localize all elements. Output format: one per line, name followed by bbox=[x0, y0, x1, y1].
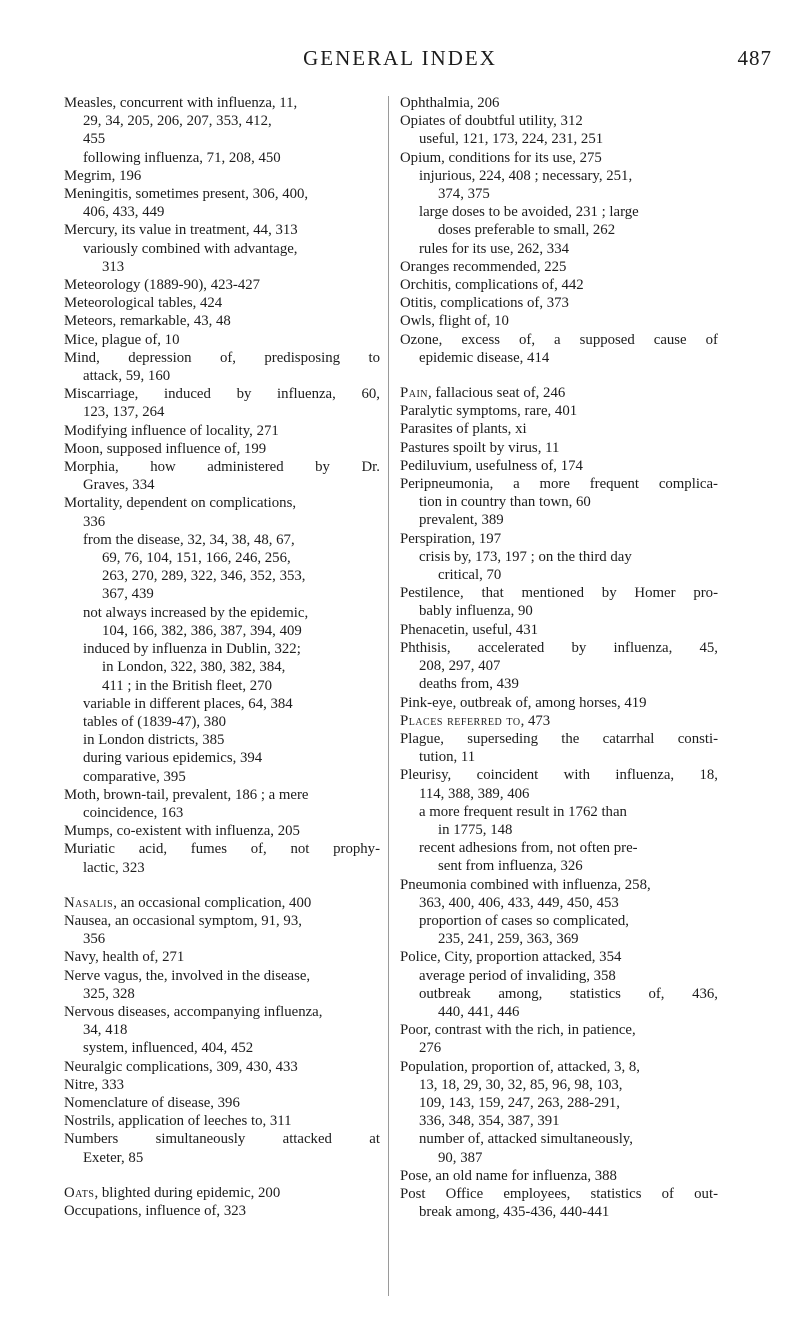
index-entry bbox=[64, 312, 380, 330]
index-entry bbox=[64, 349, 380, 385]
index-entry bbox=[400, 621, 718, 639]
index-entry bbox=[400, 457, 718, 475]
index-entry bbox=[64, 494, 380, 530]
index-entry-continuation: 411 ; in the British fleet, 270 bbox=[102, 677, 273, 694]
index-entry-continuation: 440, 441, 446 bbox=[438, 1003, 520, 1020]
index-entry-continuation: 276 bbox=[419, 1040, 442, 1057]
index-entry-continuation: tion in country than town, 60 bbox=[419, 494, 591, 511]
index-entry-line: Parasites of plants, xi bbox=[400, 421, 527, 438]
index-entry bbox=[400, 240, 718, 258]
index-entry bbox=[400, 712, 718, 730]
index-entry bbox=[400, 1058, 718, 1131]
index-entry-line: not always increased by the epidemic, bbox=[83, 604, 309, 621]
index-entry-continuation: 325, 328 bbox=[83, 985, 135, 1002]
index-entry bbox=[64, 695, 380, 713]
index-entry-line: system, influenced, 404, 452 bbox=[83, 1040, 254, 1057]
index-column-right bbox=[400, 94, 718, 1221]
index-entry bbox=[64, 731, 380, 749]
headword-small-caps: Nasalis bbox=[64, 894, 114, 911]
index-entry-line: Opium, conditions for its use, 275 bbox=[400, 149, 602, 166]
index-entry bbox=[64, 221, 380, 239]
index-entry bbox=[400, 876, 718, 912]
index-entry bbox=[64, 531, 380, 604]
index-entry-line: Pain, fallacious seat of, 246 bbox=[400, 385, 566, 402]
index-entry-line: Mercury, its value in treatment, 44, 313 bbox=[64, 222, 298, 239]
index-entry-continuation: doses preferable to small, 262 bbox=[438, 222, 616, 239]
index-entry-continuation: 69, 76, 104, 151, 166, 246, 256, bbox=[102, 550, 291, 567]
index-entry-line: Perspiration, 197 bbox=[400, 530, 502, 547]
index-entry-line: Modifying influence of locality, 271 bbox=[64, 422, 279, 439]
index-entry-line: variable in different places, 64, 384 bbox=[83, 695, 293, 712]
index-entry bbox=[400, 294, 718, 312]
headword-small-caps: Pain bbox=[400, 385, 429, 402]
index-entry-line: Places referred to, 473 bbox=[400, 712, 551, 729]
index-entry bbox=[64, 713, 380, 731]
index-entry-line: Pneumonia combined with influenza, 258, bbox=[400, 876, 651, 893]
index-entry bbox=[400, 1130, 718, 1166]
index-entry-continuation: epidemic disease, 414 bbox=[419, 349, 550, 366]
index-entry-line: Meteorological tables, 424 bbox=[64, 295, 223, 312]
index-entry-continuation: 34, 418 bbox=[83, 1022, 128, 1039]
index-entry-line: from the disease, 32, 34, 38, 48, 67, bbox=[83, 531, 295, 548]
index-entry bbox=[400, 967, 718, 985]
index-entry-line: Oats, blighted during epidemic, 200 bbox=[64, 1184, 281, 1201]
index-entry-line: following influenza, 71, 208, 450 bbox=[83, 149, 281, 166]
index-entry bbox=[64, 94, 380, 149]
index-entry-continuation: Graves, 334 bbox=[83, 477, 155, 494]
index-entry-line: Pediluvium, usefulness of, 174 bbox=[400, 457, 583, 474]
index-entry bbox=[64, 640, 380, 695]
index-entry-line: Numbers simultaneously attacked at bbox=[64, 1131, 380, 1148]
index-entry bbox=[400, 948, 718, 966]
index-entry-line: Pleurisy, coincident with influenza, 18, bbox=[400, 767, 718, 784]
index-entry-continuation: in London, 322, 380, 382, 384, bbox=[102, 659, 286, 676]
index-entry-continuation: 123, 137, 264 bbox=[83, 404, 165, 421]
index-entry-continuation: 109, 143, 159, 247, 263, 288-291, bbox=[419, 1094, 620, 1111]
index-entry bbox=[64, 1094, 380, 1112]
index-entry-line: induced by influenza in Dublin, 322; bbox=[83, 641, 301, 658]
index-entry-line: large doses to be avoided, 231 ; large bbox=[419, 204, 639, 221]
index-entry bbox=[400, 331, 718, 367]
index-entry bbox=[64, 822, 380, 840]
index-entry-line: Ophthalmia, 206 bbox=[400, 95, 500, 111]
index-entry-line: Pastures spoilt by virus, 11 bbox=[400, 439, 560, 456]
index-entry-line: Occupations, influence of, 323 bbox=[64, 1202, 247, 1219]
index-entry-continuation: in 1775, 148 bbox=[438, 821, 513, 838]
index-entry bbox=[64, 440, 380, 458]
index-entry-line: Pestilence, that mentioned by Homer pro- bbox=[400, 585, 718, 602]
index-entry-line: recent adhesions from, not often pre- bbox=[419, 840, 638, 857]
index-entry bbox=[64, 768, 380, 786]
index-entry-line: Population, proportion of, attacked, 3, 8, bbox=[400, 1058, 640, 1075]
index-entry-line: average period of invaliding, 358 bbox=[419, 967, 616, 984]
index-entry bbox=[400, 258, 718, 276]
index-entry bbox=[400, 130, 718, 148]
index-entry-line: Owls, flight of, 10 bbox=[400, 313, 509, 330]
index-entry-line: Mortality, dependent on complications, bbox=[64, 495, 297, 512]
index-entry bbox=[64, 840, 380, 876]
index-entry-line: Megrim, 196 bbox=[64, 167, 142, 184]
index-entry-line: Otitis, complications of, 373 bbox=[400, 295, 569, 312]
index-entry bbox=[400, 1167, 718, 1185]
index-entry bbox=[64, 1202, 380, 1220]
index-entry bbox=[64, 276, 380, 294]
index-entry-continuation: 114, 388, 389, 406 bbox=[419, 785, 530, 802]
index-column-left bbox=[64, 94, 380, 1220]
index-entry bbox=[64, 1076, 380, 1094]
index-entry bbox=[64, 948, 380, 966]
index-entry bbox=[64, 167, 380, 185]
index-entry-continuation: 13, 18, 29, 30, 32, 85, 96, 98, 103, bbox=[419, 1076, 623, 1093]
index-entry bbox=[400, 203, 718, 239]
index-entry bbox=[400, 402, 718, 420]
index-entry bbox=[400, 94, 718, 112]
index-entry-line: Paralytic symptoms, rare, 401 bbox=[400, 403, 578, 420]
index-entry bbox=[400, 167, 718, 203]
index-entry-line: Navy, health of, 271 bbox=[64, 949, 185, 966]
index-entry bbox=[64, 1184, 380, 1202]
index-entry bbox=[400, 475, 718, 511]
index-entry bbox=[400, 439, 718, 457]
index-entry bbox=[400, 511, 718, 529]
index-entry-line: Police, City, proportion attacked, 354 bbox=[400, 949, 622, 966]
index-entry-line: Nitre, 333 bbox=[64, 1076, 124, 1093]
index-entry-line: Measles, concurrent with influenza, 11, bbox=[64, 95, 298, 111]
index-entry bbox=[64, 185, 380, 221]
index-entry-line: proportion of cases so complicated, bbox=[419, 912, 629, 929]
index-entry bbox=[64, 458, 380, 494]
index-entry-line: Neuralgic complications, 309, 430, 433 bbox=[64, 1058, 298, 1075]
index-entry bbox=[64, 912, 380, 948]
index-entry bbox=[400, 276, 718, 294]
index-entry-line: Moth, brown-tail, prevalent, 186 ; a mere bbox=[64, 786, 309, 803]
letter-section-gap bbox=[64, 877, 380, 894]
index-entry-continuation: bably influenza, 90 bbox=[419, 603, 533, 620]
index-entry bbox=[400, 530, 718, 548]
index-entry-line: Nervous diseases, accompanying influenza, bbox=[64, 1003, 323, 1020]
index-entry-line: Meningitis, sometimes present, 306, 400, bbox=[64, 186, 309, 203]
index-entry bbox=[64, 786, 380, 822]
index-entry bbox=[400, 112, 718, 130]
index-entry bbox=[64, 1112, 380, 1130]
index-entry-continuation: 336, 348, 354, 387, 391 bbox=[419, 1113, 560, 1130]
index-entry-line: Nasalis, an occasional complication, 400 bbox=[64, 894, 312, 911]
index-entry-line: Orchitis, complications of, 442 bbox=[400, 277, 584, 294]
index-entry-continuation: 313 bbox=[102, 258, 125, 275]
index-entry-line: Moon, supposed influence of, 199 bbox=[64, 440, 267, 457]
index-entry bbox=[400, 803, 718, 839]
index-entry bbox=[64, 749, 380, 767]
index-entry-line: Meteorology (1889-90), 423-427 bbox=[64, 277, 261, 294]
index-entry-continuation: critical, 70 bbox=[438, 567, 502, 584]
index-entry-continuation: 235, 241, 259, 363, 369 bbox=[438, 931, 579, 948]
index-entry-line: Peripneumonia, a more frequent complica- bbox=[400, 476, 718, 493]
index-entry-continuation: coincidence, 163 bbox=[83, 804, 184, 821]
index-entry bbox=[400, 149, 718, 167]
index-entry-line: Meteors, remarkable, 43, 48 bbox=[64, 313, 231, 330]
index-entry bbox=[64, 294, 380, 312]
index-entry-continuation: 406, 433, 449 bbox=[83, 204, 165, 221]
index-entry bbox=[64, 385, 380, 421]
index-entry-continuation: 29, 34, 205, 206, 207, 353, 412, bbox=[83, 113, 272, 130]
index-entry-line: comparative, 395 bbox=[83, 768, 186, 785]
index-entry bbox=[400, 384, 718, 402]
index-entry-line: Pink-eye, outbreak of, among horses, 419 bbox=[400, 694, 647, 711]
index-entry-line: Nostrils, application of leeches to, 311 bbox=[64, 1113, 292, 1130]
index-entry-line: useful, 121, 173, 224, 231, 251 bbox=[419, 131, 604, 148]
index-entry-line: Plague, superseding the catarrhal consti- bbox=[400, 730, 718, 747]
index-entry-line: number of, attacked simultaneously, bbox=[419, 1131, 633, 1148]
index-entry bbox=[64, 331, 380, 349]
index-entry-continuation: sent from influenza, 326 bbox=[438, 858, 583, 875]
column-divider bbox=[388, 96, 389, 1296]
index-entry bbox=[400, 839, 718, 875]
running-head-title: GENERAL INDEX bbox=[303, 46, 497, 70]
index-entry-continuation: tution, 11 bbox=[419, 749, 476, 766]
index-entry-continuation: lactic, 323 bbox=[83, 859, 145, 876]
index-entry bbox=[64, 1058, 380, 1076]
page-number: 487 bbox=[737, 46, 772, 70]
index-entry-line: Oranges recommended, 225 bbox=[400, 258, 567, 275]
index-entry-continuation: break among, 435-436, 440-441 bbox=[419, 1204, 610, 1221]
index-entry bbox=[64, 1130, 380, 1166]
index-entry-line: Post Office employees, statistics of out- bbox=[400, 1185, 718, 1202]
index-entry-line: Pose, an old name for influenza, 388 bbox=[400, 1167, 617, 1184]
index-entry bbox=[400, 312, 718, 330]
index-entry bbox=[64, 1039, 380, 1057]
index-entry-line: Nomenclature of disease, 396 bbox=[64, 1094, 240, 1111]
index-entry-continuation: attack, 59, 160 bbox=[83, 368, 171, 385]
index-entry bbox=[64, 240, 380, 276]
index-entry-line: during various epidemics, 394 bbox=[83, 750, 263, 767]
headword-small-caps: Places referred to bbox=[400, 712, 521, 729]
index-entry bbox=[400, 420, 718, 438]
index-entry bbox=[400, 639, 718, 675]
index-entry bbox=[64, 1003, 380, 1039]
index-entry-line: Miscarriage, induced by influenza, 60, bbox=[64, 386, 380, 403]
index-entry bbox=[400, 730, 718, 766]
index-entry-line: injurious, 224, 408 ; necessary, 251, bbox=[419, 167, 633, 184]
index-entry-continuation: 90, 387 bbox=[438, 1149, 483, 1166]
index-entry bbox=[64, 422, 380, 440]
index-entry bbox=[64, 894, 380, 912]
running-head bbox=[0, 40, 800, 76]
index-entry-line: Poor, contrast with the rich, in patience, bbox=[400, 1022, 636, 1039]
index-entry bbox=[400, 1021, 718, 1057]
index-entry-line: tables of (1839-47), 380 bbox=[83, 713, 227, 730]
index-entry-continuation: 367, 439 bbox=[102, 586, 154, 603]
index-entry bbox=[64, 967, 380, 1003]
index-entry-continuation: 208, 297, 407 bbox=[419, 658, 501, 675]
index-entry-line: Muriatic acid, fumes of, not prophy- bbox=[64, 841, 380, 858]
index-entry bbox=[400, 912, 718, 948]
index-entry-continuation: 363, 400, 406, 433, 449, 450, 453 bbox=[419, 894, 619, 911]
index-entry-line: Ozone, excess of, a supposed cause of bbox=[400, 331, 718, 348]
index-entry-continuation: 374, 375 bbox=[438, 186, 490, 203]
index-entry-line: Nerve vagus, the, involved in the disease, bbox=[64, 967, 311, 984]
index-entry-continuation: 104, 166, 382, 386, 387, 394, 409 bbox=[102, 622, 302, 639]
index-entry-line: Phthisis, accelerated by influenza, 45, bbox=[400, 639, 718, 656]
index-entry bbox=[400, 584, 718, 620]
headword-small-caps: Oats bbox=[64, 1184, 95, 1201]
index-entry-continuation: 455 bbox=[83, 131, 106, 148]
index-entry-line: deaths from, 439 bbox=[419, 676, 519, 693]
letter-section-gap bbox=[400, 367, 718, 384]
index-entry bbox=[400, 1185, 718, 1221]
index-entry-line: Mind, depression of, predisposing to bbox=[64, 349, 380, 366]
index-entry bbox=[400, 985, 718, 1021]
index-entry bbox=[64, 149, 380, 167]
index-entry bbox=[64, 604, 380, 640]
index-entry bbox=[400, 675, 718, 693]
index-entry-line: Phenacetin, useful, 431 bbox=[400, 621, 539, 638]
index-entry-line: rules for its use, 262, 334 bbox=[419, 240, 570, 257]
index-entry-line: crisis by, 173, 197 ; on the third day bbox=[419, 548, 632, 565]
index-entry-line: outbreak among, statistics of, 436, bbox=[419, 985, 718, 1002]
index-entry-line: Mumps, co-existent with influenza, 205 bbox=[64, 823, 300, 840]
index-entry-continuation: 356 bbox=[83, 931, 106, 948]
letter-section-gap bbox=[64, 1167, 380, 1184]
index-entry bbox=[400, 548, 718, 584]
index-entry-continuation: Exeter, 85 bbox=[83, 1149, 144, 1166]
index-entry-line: prevalent, 389 bbox=[419, 512, 504, 529]
index-entry bbox=[400, 766, 718, 802]
index-entry-continuation: 336 bbox=[83, 513, 106, 530]
index-entry-line: Nausea, an occasional symptom, 91, 93, bbox=[64, 912, 302, 929]
index-entry-line: a more frequent result in 1762 than bbox=[419, 803, 627, 820]
index-entry-line: variously combined with advantage, bbox=[83, 240, 298, 257]
index-entry-line: Opiates of doubtful utility, 312 bbox=[400, 113, 583, 130]
index-entry-continuation: 263, 270, 289, 322, 346, 352, 353, bbox=[102, 568, 306, 585]
index-entry-line: in London districts, 385 bbox=[83, 732, 225, 749]
index-entry-line: Mice, plague of, 10 bbox=[64, 331, 180, 348]
index-entry bbox=[400, 694, 718, 712]
index-entry-line: Morphia, how administered by Dr. bbox=[64, 459, 380, 476]
